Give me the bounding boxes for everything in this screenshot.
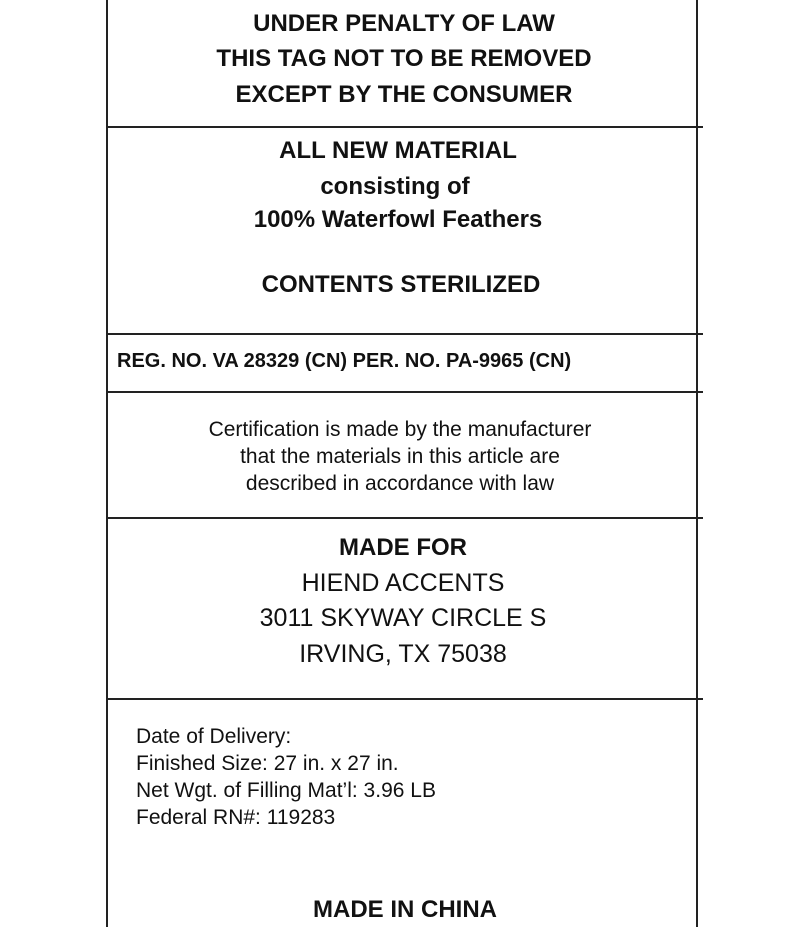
divider-2 xyxy=(106,333,703,335)
contents-sterilized: CONTENTS STERILIZED xyxy=(261,271,541,298)
warning-line-2: THIS TAG NOT TO BE REMOVED xyxy=(216,45,592,72)
net-weight: Net Wgt. of Filling Mat’l: 3.96 LB xyxy=(136,779,436,802)
divider-3 xyxy=(106,391,703,393)
divider-4 xyxy=(106,517,703,519)
material-content: 100% Waterfowl Feathers xyxy=(253,206,543,233)
finished-size: Finished Size: 27 in. x 27 in. xyxy=(136,752,399,775)
company-street: 3011 SKYWAY CIRCLE S xyxy=(259,604,547,632)
divider-5 xyxy=(106,698,703,700)
material-heading: ALL NEW MATERIAL xyxy=(279,137,517,164)
company-name: HIEND ACCENTS xyxy=(301,569,505,597)
law-tag xyxy=(106,0,698,927)
material-consisting: consisting of xyxy=(320,173,470,200)
federal-rn: Federal RN#: 119283 xyxy=(136,806,336,829)
company-city: IRVING, TX 75038 xyxy=(299,640,507,668)
certification-line-2: that the materials in this article are xyxy=(240,445,560,468)
divider-1 xyxy=(106,126,703,128)
made-for-heading: MADE FOR xyxy=(339,534,467,561)
made-in-china: MADE IN CHINA xyxy=(313,896,497,923)
warning-line-1: UNDER PENALTY OF LAW xyxy=(253,10,555,37)
registration-number: REG. NO. VA 28329 (CN) PER. NO. PA-9965 (CN) xyxy=(117,350,572,372)
certification-line-3: described in accordance with law xyxy=(245,472,555,495)
warning-line-3: EXCEPT BY THE CONSUMER xyxy=(235,81,573,108)
date-of-delivery: Date of Delivery: xyxy=(136,725,292,748)
certification-line-1: Certification is made by the manufacturer xyxy=(208,418,592,441)
